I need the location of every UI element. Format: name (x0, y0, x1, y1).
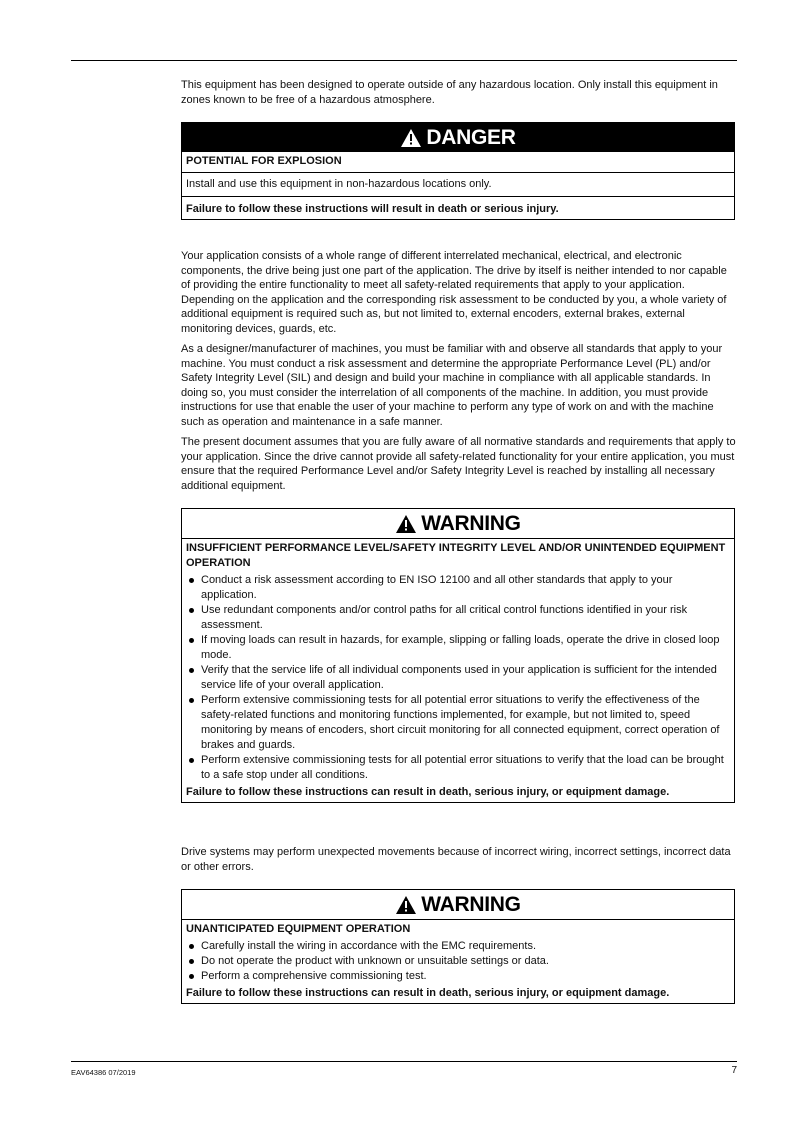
warning-triangle-icon (395, 514, 417, 534)
danger-failure-text: Failure to follow these instructions will result in death or serious injury. (186, 203, 559, 215)
warning-triangle-icon (395, 895, 417, 915)
warning-bullet-list (186, 573, 730, 783)
warning-label: WARNING (421, 511, 521, 535)
warning-header (182, 509, 734, 539)
warning-failure-text: Failure to follow these instructions can result in death, serious injury, or equipment damage. (186, 786, 670, 798)
warning-label: WARNING (421, 892, 521, 916)
list-item: Use redundant components and/or control paths for all critical control functions identified in your risk assessment. (186, 603, 730, 633)
page-number: 7 (731, 1065, 737, 1076)
list-item: Carefully install the wiring in accordance with the EMC requirements. (186, 939, 730, 954)
drive-systems-paragraph: Drive systems may perform unexpected movements because of incorrect wiring, incorrect settings, incorrect data or other errors. (181, 846, 731, 873)
assumption-paragraph: The present document assumes that you are fully aware of all normative standards and requirements that apply to your application. Since the drive cannot provide all safety-related functionality for your entire application, you must ensure that the required Performance Level and/or Safety Integrity Level is reached by installing all necessary additional equipment. (181, 436, 736, 492)
application-paragraph: Your application consists of a whole range of different interrelated mechanical, electrical, and electronic components, the drive being just one part of the application. The drive by itself is neither intended to nor capable of providing the entire functionality to meet all safety-related requirements that apply to your application. Depending on the application and the corresponding risk assessment to be conducted by you, a whole variety of additional equipment is required such as, but not limited to, external encoders, external brakes, external monitoring devices, guards, etc. (181, 250, 727, 335)
warning-failure-text: Failure to follow these instructions can result in death, serious injury, or equipment damage. (186, 987, 670, 999)
warning-title: INSUFFICIENT PERFORMANCE LEVEL/SAFETY INTEGRITY LEVEL AND/OR UNINTENDED EQUIPMENT OPERATION (186, 542, 726, 569)
list-item: Verify that the service life of all individual components used in your application is sufficient for the intended service life of your overall application. (186, 663, 730, 693)
list-item: Do not operate the product with unknown or unsuitable settings or data. (186, 954, 730, 969)
list-item: Perform extensive commissioning tests for all potential error situations to verify that the load can be brought to a safe stop under all conditions. (186, 753, 730, 783)
warning-header (182, 890, 734, 920)
intro-paragraph: This equipment has been designed to operate outside of any hazardous location. Only install this equipment in zones known to be free of a hazardous atmosphere. (181, 79, 718, 106)
warning-box-unanticipated (181, 889, 735, 1004)
warning-box-performance (181, 508, 735, 803)
list-item: Perform a comprehensive commissioning test. (186, 969, 730, 984)
list-item: Conduct a risk assessment according to EN ISO 12100 and all other standards that apply to your application. (186, 573, 730, 603)
designer-paragraph: As a designer/manufacturer of machines, you must be familiar with and observe all standards that apply to your machine. You must conduct a risk assessment and determine the appropriate Performance Level (PL) and/or Safety Integrity Level (SIL) and design and build your machine in compliance with all applicable standards. In doing so, you must consider the interrelation of all components of the machine. In addition, you must provide instructions for use that enable the user of your machine to perform any type of work on and with the machine such as operation and maintenance in a safe manner. (181, 343, 723, 428)
danger-box (181, 122, 735, 220)
danger-label: DANGER (426, 125, 516, 149)
danger-text: Install and use this equipment in non-hazardous locations only. (182, 173, 734, 197)
list-item: If moving loads can result in hazards, for example, slipping or falling loads, operate the drive in closed loop mode. (186, 633, 730, 663)
top-rule (71, 60, 737, 61)
list-item: Perform extensive commissioning tests for all potential error situations to verify the effectiveness of the safety-related functions and monitoring functions implemented, for example, but not limited to, speed monitoring by means of encoders, short circuit monitoring for all connected equipment, correct operation of brakes and guards. (186, 693, 730, 753)
document-reference: EAV64386 07/2019 (71, 1068, 136, 1077)
warning-bullet-list (186, 939, 730, 984)
warning-triangle-icon (400, 128, 422, 148)
danger-title: POTENTIAL FOR EXPLOSION (182, 154, 734, 173)
danger-header (182, 123, 734, 152)
warning-title: UNANTICIPATED EQUIPMENT OPERATION (186, 923, 411, 935)
bottom-rule (71, 1061, 737, 1062)
